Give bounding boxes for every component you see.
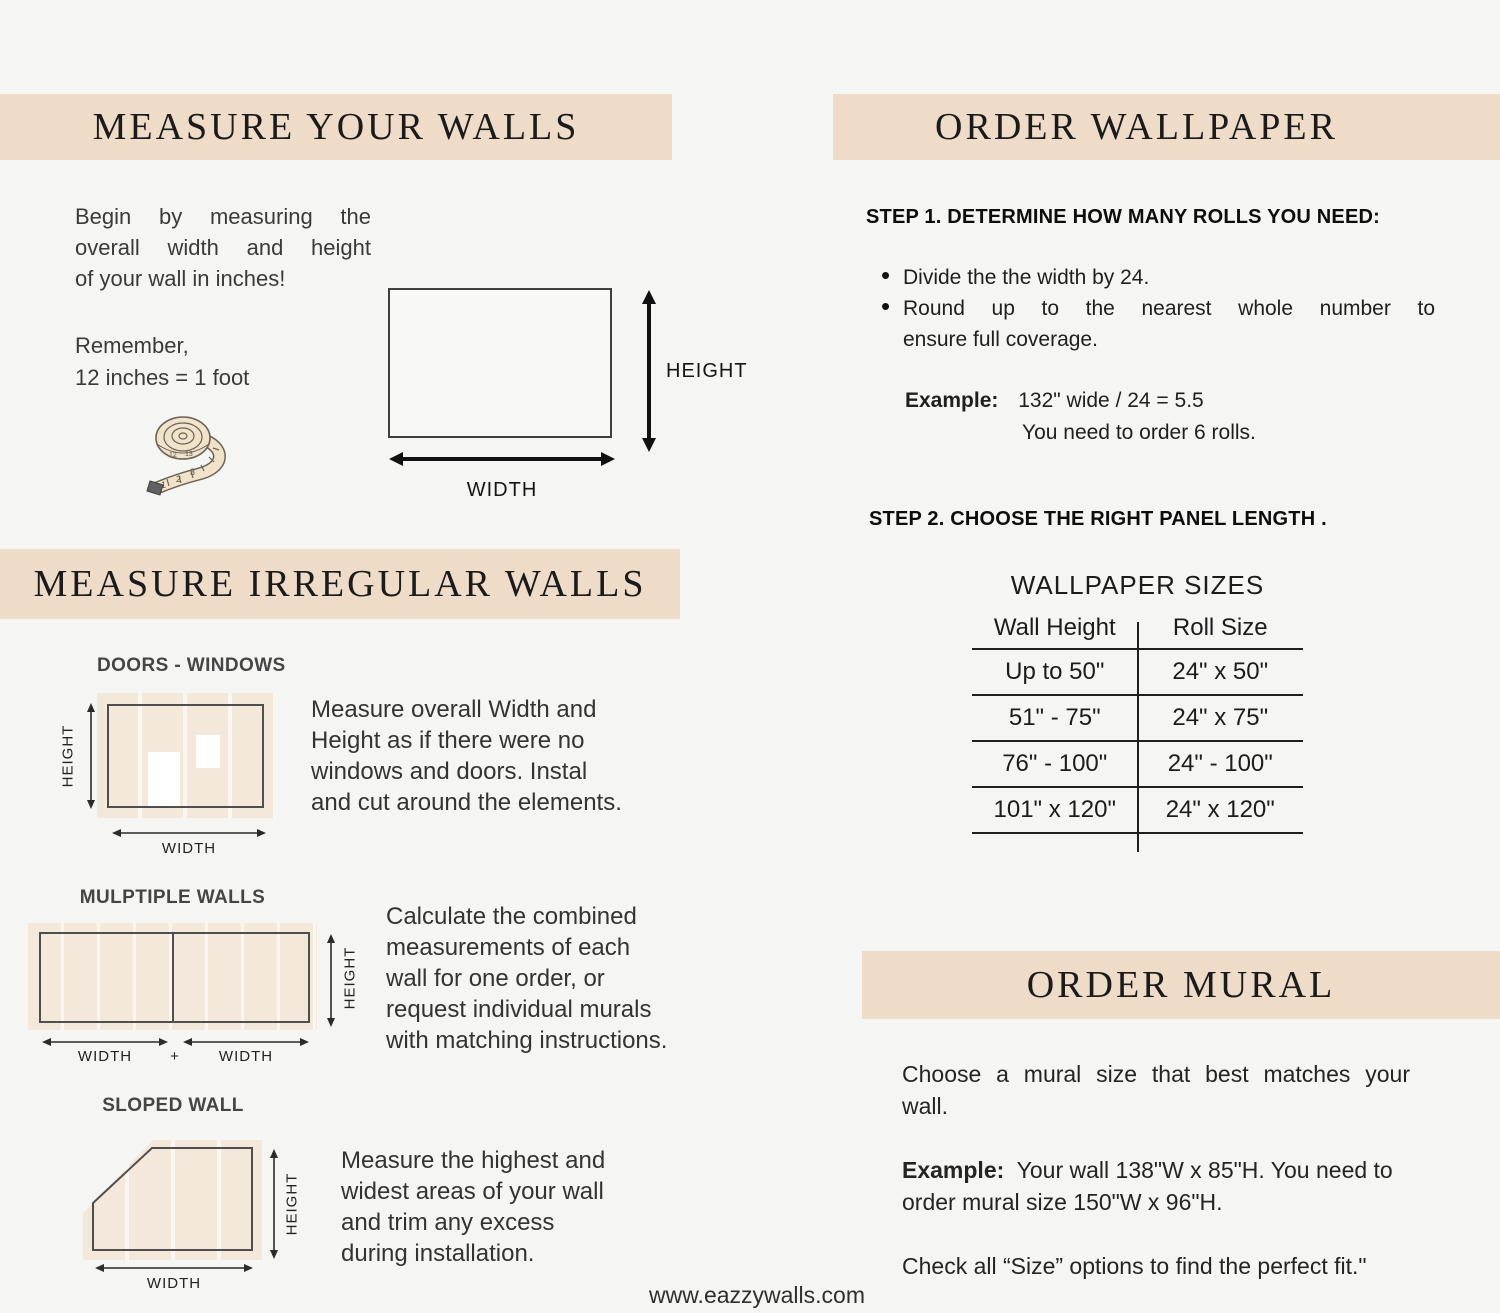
mural-example (902, 1154, 1422, 1218)
width-label-right: WIDTH (218, 1048, 274, 1065)
height-arrow (324, 934, 338, 1027)
order-mural-banner (862, 951, 1500, 1019)
window-shape (196, 735, 220, 768)
irregular-walls-banner (0, 549, 680, 619)
intro-line: overall width and height (75, 235, 371, 260)
text-line: Choose a mural size that best matches your (902, 1061, 1410, 1087)
cell-wall-height: 76" - 100" (1002, 750, 1108, 777)
website-url: www.eazzywalls.com (649, 1282, 865, 1308)
intro-line: Begin by measuring the (75, 204, 371, 229)
order-mural-title: ORDER MURAL (1026, 964, 1336, 1006)
text-line: wall. (902, 1093, 949, 1119)
col-header-wall-height: Wall Height (993, 614, 1116, 641)
example-line (905, 385, 1445, 417)
step1-example (905, 385, 1445, 449)
width-label-left: WIDTH (77, 1048, 133, 1065)
tape-number: 3 (190, 467, 196, 477)
order-wallpaper-title: ORDER WALLPAPER (935, 106, 1338, 148)
width-arrow (112, 826, 266, 840)
width-label: WIDTH (146, 1275, 202, 1292)
tape-number: 2 (176, 474, 182, 484)
text-line: widest areas of your wall (341, 1178, 604, 1205)
step2-heading: STEP 2. CHOOSE THE RIGHT PANEL LENGTH . (869, 508, 1327, 530)
height-label: HEIGHT (341, 946, 359, 1010)
order-wallpaper-banner (833, 94, 1500, 160)
text-line: Calculate the combined (386, 903, 637, 930)
example-note: You need to order 6 rolls. (1022, 421, 1256, 444)
text-line: Measure overall Width and (311, 696, 597, 723)
remember-line: Remember, (75, 333, 189, 358)
width-arrow-left (42, 1035, 168, 1049)
doors-windows-wall-outline (107, 704, 264, 808)
sizes-table-title: WALLPAPER SIZES (1010, 570, 1265, 600)
tape-number: 1 (161, 480, 167, 490)
tape-measure-illustration (143, 410, 243, 498)
bullet-item (869, 262, 1435, 293)
multiple-walls-heading: MULPTIPLE WALLS (79, 887, 266, 908)
wall-rectangle (388, 288, 612, 438)
text-line: during installation. (341, 1240, 535, 1267)
wall-divider-line (172, 932, 174, 1023)
height-arrow (267, 1149, 281, 1259)
width-arrow-right (183, 1035, 309, 1049)
width-label: WIDTH (466, 479, 538, 501)
width-arrow (389, 450, 615, 468)
cell-wall-height: 101" x 120" (993, 796, 1116, 823)
text-line: and trim any excess (341, 1209, 555, 1236)
multiple-walls-text (386, 901, 716, 1056)
example-label: Example: (905, 389, 999, 412)
remember-note (75, 330, 375, 394)
cell-wall-height: Up to 50" (1005, 658, 1105, 685)
height-arrow (84, 703, 98, 809)
bullet-item (869, 293, 1435, 355)
sloped-wall-outline (88, 1143, 258, 1255)
cell-roll-size: 24" - 100" (1167, 750, 1273, 777)
table-vertical-divider (1137, 622, 1139, 852)
width-label: WIDTH (161, 840, 217, 857)
height-arrow (640, 290, 658, 452)
doors-windows-heading: DOORS - WINDOWS (97, 655, 286, 676)
height-label: HEIGHT (283, 1172, 301, 1236)
wallpaper-sizes-table (972, 614, 1303, 834)
cell-roll-size: 24" x 75" (1172, 704, 1269, 731)
example-label: Example: (902, 1157, 1005, 1183)
irregular-walls-title: MEASURE IRREGULAR WALLS (33, 563, 647, 605)
cell-roll-size: 24" x 50" (1172, 658, 1269, 685)
multiple-walls-outline (39, 932, 310, 1023)
example-line: order mural size 150"W x 96"H. (902, 1189, 1223, 1215)
text-line: and cut around the elements. (311, 789, 622, 816)
bullet-text-line: ensure full coverage. (903, 328, 1098, 351)
text-line: measurements of each (386, 934, 631, 961)
tape-number: 12 (169, 452, 177, 459)
step1-heading: STEP 1. DETERMINE HOW MANY ROLLS YOU NEED: (866, 206, 1381, 228)
bullet-text-line: • Round up to the nearest whole number to (903, 297, 1435, 320)
mural-intro (902, 1058, 1410, 1122)
measure-walls-title: MEASURE YOUR WALLS (92, 106, 580, 148)
example-text: Your wall 138"W x 85"H. You need to (1016, 1157, 1393, 1183)
text-line: windows and doors. Instal (311, 758, 588, 785)
tape-number: 13 (185, 451, 193, 458)
text-line: request individual murals (386, 996, 652, 1023)
measure-walls-intro (75, 201, 371, 294)
text-line: with matching instructions. (386, 1027, 668, 1054)
plus-sign: + (170, 1048, 180, 1065)
bullet-text: Divide the the width by 24. (903, 266, 1150, 289)
sloped-wall-text (341, 1145, 671, 1269)
height-label: HEIGHT (59, 724, 77, 788)
intro-line: of your wall in inches! (75, 266, 286, 291)
sloped-wall-heading: SLOPED WALL (102, 1095, 244, 1116)
cell-wall-height: 51" - 75" (1008, 704, 1101, 731)
measure-walls-banner (0, 94, 672, 160)
cell-roll-size: 24" x 120" (1165, 796, 1275, 823)
width-arrow (95, 1261, 253, 1275)
step1-bullets (869, 262, 1435, 355)
remember-line: 12 inches = 1 foot (75, 365, 250, 390)
example-value: 132" wide / 24 = 5.5 (1018, 389, 1204, 412)
example-line (902, 1154, 1422, 1186)
door-shape (148, 752, 180, 806)
height-label: HEIGHT (666, 360, 748, 382)
text-line: Height as if there were no (311, 727, 585, 754)
text-line: Measure the highest and (341, 1147, 606, 1174)
mural-note: Check all “Size” options to find the perfect fit." (902, 1253, 1367, 1279)
col-header-roll-size: Roll Size (1172, 614, 1268, 641)
doors-windows-text (311, 694, 671, 818)
text-line: wall for one order, or (386, 965, 605, 992)
